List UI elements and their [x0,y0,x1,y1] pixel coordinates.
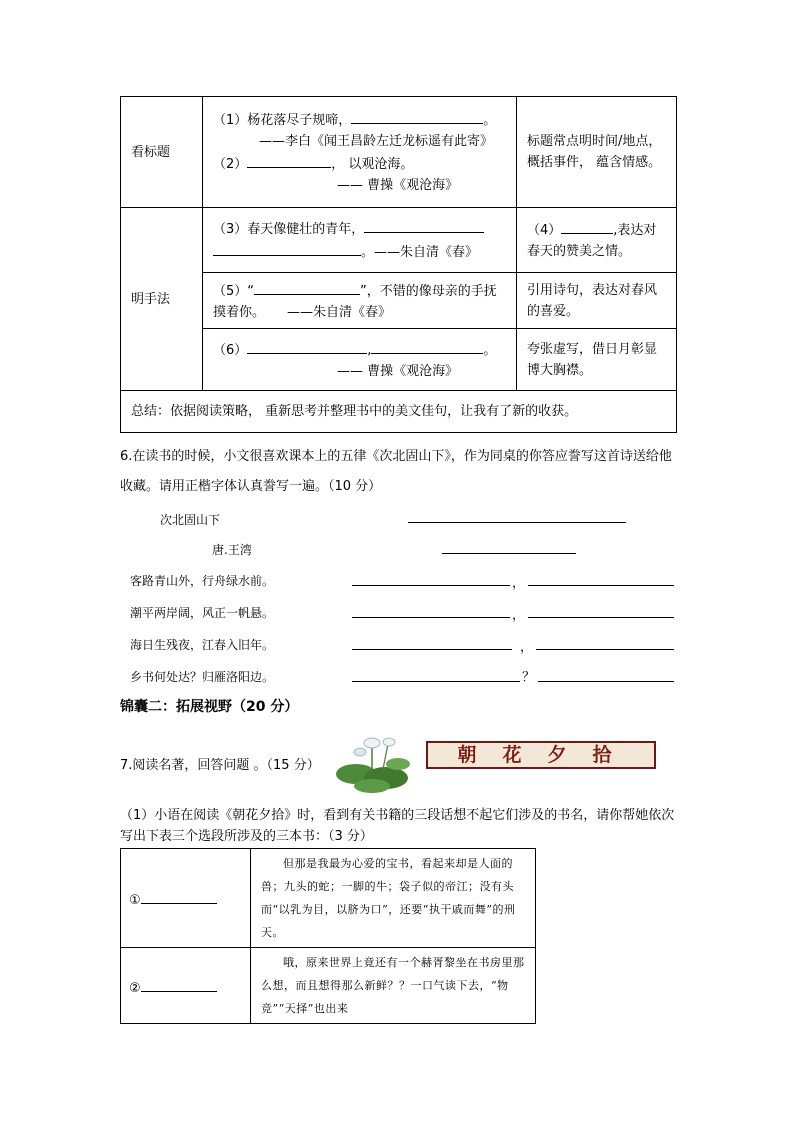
question-7-1-prompt: （1）小语在阅读《朝花夕拾》时，看到有关书籍的三段话想不起它们涉及的书名，请你帮她依次写出下表三个选段所涉及的三本书：（3 分） [120,808,675,844]
poem-line-3: 海日生残夜，江春入旧年。 [130,638,275,652]
question-6-prompt: 6.在读书的时候，小文很喜欢课本上的五律《次北固山下》，作为同桌的你答应誊写这首诗送给他收藏。请用正楷字体认真誊写一遍。（10 分） [120,449,672,494]
answer-blank-5[interactable] [254,279,360,295]
note-cell-5: 引用诗句，表达对春风的喜爱。 [517,273,677,329]
poem-author: 唐.王湾 [212,543,252,557]
copy-line-3a[interactable] [352,649,512,650]
note-cell-title: 标题常点明时间/地点，概括事件， 蕴含情感。 [517,97,677,208]
fill-cell-5: （5）“ ”，不错的像母亲的手抚摸着你。 ——朱自清《春》 [203,273,517,329]
copy-line-title[interactable] [408,522,626,523]
book-excerpt-table [120,848,536,1024]
excerpt-2: 哦，原来世界上竟还有一个赫胥黎坐在书房里那么想，而且想得那么新鲜？？一口气读下去，“物竞”“天择”也出来 [251,948,536,1024]
poem-line-4: 乡书何处达？归雁洛阳边。 [130,670,275,684]
answer-blank-6a[interactable] [247,338,367,354]
answer-blank-4[interactable] [561,218,613,234]
fill-cell-1-2: （1）杨花落尽子规啼， 。 ——李白《闻王昌龄左迁龙标遥有此寄》 （2） ， 以观沧海。 —— 曹操《观沧海》 [203,97,517,208]
book-answer-blank-2[interactable] [141,976,217,992]
poem-line-1: 客路青山外，行舟绿水前。 [130,574,275,588]
copy-line-4a[interactable] [352,681,520,682]
answer-blank-3a[interactable] [364,217,484,233]
answer-cell-1: ① [121,849,251,948]
book-title-banner [426,741,656,769]
answer-blank-2[interactable] [247,152,331,168]
copy-line-4b[interactable] [538,681,674,682]
lotus-illustration [330,734,414,794]
row-label-title: 看标题 [121,97,203,208]
copy-line-3b[interactable] [536,649,674,650]
answer-blank-1[interactable] [351,108,483,124]
answer-cell-2: ② [121,948,251,1024]
book-answer-blank-1[interactable] [141,888,217,904]
fill-cell-3: （3）春天像健壮的青年， 。——朱自清《春》 [203,208,517,273]
note-cell-4: （4） ,表达对春天的赞美之情。 [517,208,677,273]
document-page: 看标题 （1）杨花落尽子规啼， 。 ——李白《闻王昌龄左迁龙标遥有此寄》 （2） ， 以观沧海。 —— 曹操《观沧海》 标题常点明时间/地点，概括事件， 蕴含情感。 明手法 （3）春天像健壮的青年， 。——朱自清《春》 （4） ,表达对春天的赞美之情。 （5）“ ”，不错的像母亲的手抚摸着你。 ——朱自清《春》 引用诗句，表达对春风的喜爱。 （6） , 。 —— 曹操《观沧海》 夸张虚写，借日月彰显博大胸襟。 总结：依据阅读策略， 重新思考并整理书中的美文佳句，让我有了新的收获。 6.在读书的时候，小文很喜欢课本上的五律《次北固山下》，作为同桌的你答应誊写这首诗送给他收藏。请用正楷字体认真誊写一遍。（10 分） 次北固山下 唐.王湾 客路青山外，行舟绿水前。 ， 潮平两岸阔，风正一帆悬。 ， 海日生残夜，江春入旧年。 ， 乡书何处达？归雁洛阳边。 ？ 锦囊二：拓展视野（20 分） 7.阅读名著，回答问题 。（15 分） 朝花夕拾 （1）小语在阅读《朝花夕拾》时，看到有关书籍的三段话想不起它们涉及的书名，请你帮她依次写出下表三个选段所涉及的三本书：（3 分） ① 但那是我最为心爱的宝书，看起来却是人面的兽；九头的蛇；一脚的牛；袋子似的帝江；没有头而“以乳为目，以脐为口”，还要“执干戚而舞”的刑天。 ② 哦，原来世界上竟还有一个赫胥黎坐在书房里那么想，而且想得那么新鲜？？一口气读下去，“物竞”“天择”也出来 [0,0,794,1123]
answer-blank-6b[interactable] [371,338,483,354]
copy-line-2b[interactable] [528,617,674,618]
poem-title: 次北固山下 [160,513,221,527]
poem-line-2: 潮平两岸阔，风正一帆悬。 [130,606,275,620]
table-summary: 总结：依据阅读策略， 重新思考并整理书中的美文佳句，让我有了新的收获。 [121,391,677,433]
copy-line-1b[interactable] [528,585,674,586]
row-label-technique: 明手法 [121,208,203,391]
copy-line-2a[interactable] [352,617,510,618]
section-heading: 锦囊二：拓展视野（20 分） [120,699,299,715]
reading-strategy-table [120,96,677,433]
answer-blank-3b[interactable] [213,240,361,256]
question-7-prompt: 7.阅读名著，回答问题 。（15 分） [120,758,320,773]
copy-line-author[interactable] [442,553,576,554]
fill-cell-6: （6） , 。 —— 曹操《观沧海》 [203,329,517,391]
banner-text: 朝花夕拾 [457,744,638,766]
excerpt-1: 但那是我最为心爱的宝书，看起来却是人面的兽；九头的蛇；一脚的牛；袋子似的帝江；没有头而“以乳为目，以脐为口”，还要“执干戚而舞”的刑天。 [251,849,536,948]
copy-line-1a[interactable] [352,585,510,586]
note-cell-6: 夸张虚写，借日月彰显博大胸襟。 [517,329,677,391]
